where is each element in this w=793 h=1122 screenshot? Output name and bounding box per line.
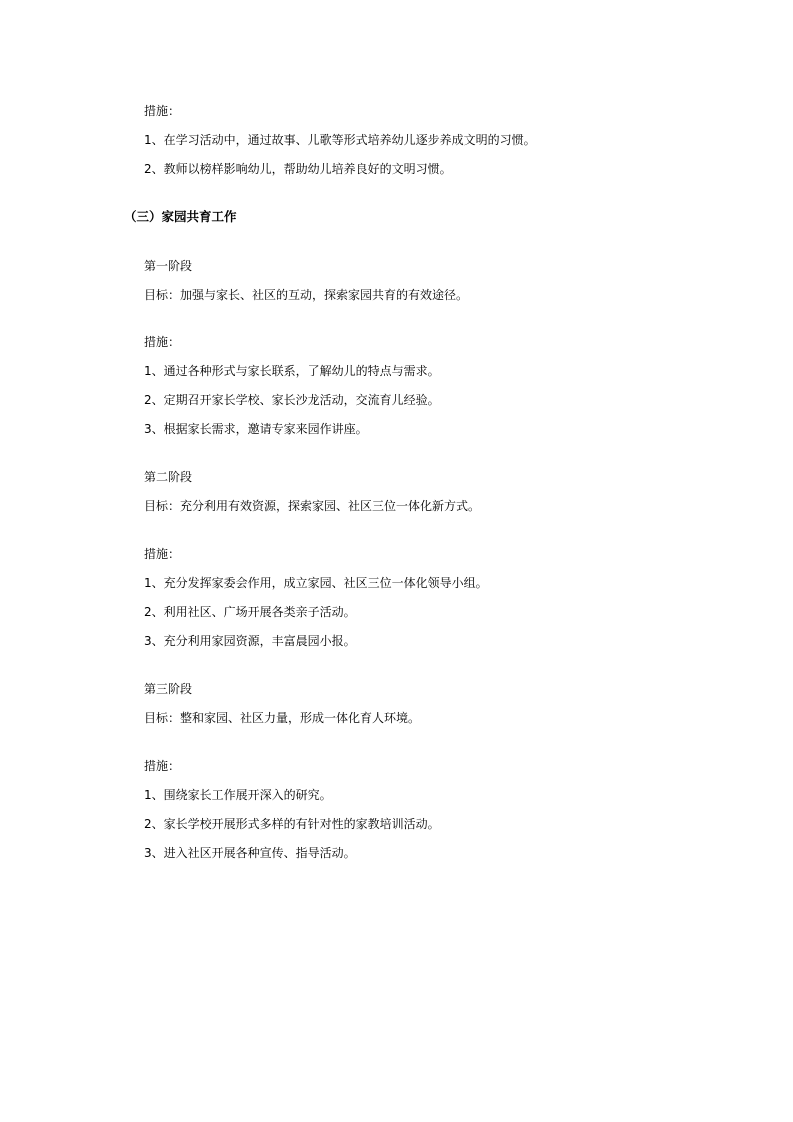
section-heading: （三）家园共育工作 bbox=[124, 209, 237, 224]
stage-3-measure-item-2: 2、家长学校开展形式多样的有针对性的家教培训活动。 bbox=[144, 817, 440, 831]
stage-2-measure-item-1: 1、充分发挥家委会作用，成立家园、社区三位一体化领导小组。 bbox=[144, 576, 488, 590]
stage-1-title: 第一阶段 bbox=[144, 259, 193, 273]
stage-1-measure-item-3: 3、根据家长需求，邀请专家来园作讲座。 bbox=[144, 422, 368, 436]
stage-2-measures-label: 措施： bbox=[144, 547, 181, 561]
stage-3-measure-item-1: 1、围绕家长工作展开深入的研究。 bbox=[144, 788, 332, 802]
stage-2-measure-item-2: 2、利用社区、广场开展各类亲子活动。 bbox=[144, 605, 356, 619]
intro-measure-item-1: 1、在学习活动中，通过故事、儿歌等形式培养幼儿逐步养成文明的习惯。 bbox=[144, 133, 536, 147]
stage-3-measures-label: 措施： bbox=[144, 759, 181, 773]
stage-3-title: 第三阶段 bbox=[144, 682, 193, 696]
stage-1-measures-label: 措施： bbox=[144, 335, 181, 349]
stage-2-goal: 目标：充分利用有效资源，探索家园、社区三位一体化新方式。 bbox=[144, 499, 481, 513]
stage-1-goal: 目标：加强与家长、社区的互动，探索家园共育的有效途径。 bbox=[144, 288, 469, 302]
stage-3-measure-item-3: 3、进入社区开展各种宣传、指导活动。 bbox=[144, 846, 356, 860]
stage-2-measure-item-3: 3、充分利用家园资源，丰富晨园小报。 bbox=[144, 634, 356, 648]
intro-measure-item-2: 2、教师以榜样影响幼儿，帮助幼儿培养良好的文明习惯。 bbox=[144, 162, 452, 176]
stage-1-measure-item-1: 1、通过各种形式与家长联系，了解幼儿的特点与需求。 bbox=[144, 364, 440, 378]
stage-1-measure-item-2: 2、定期召开家长学校、家长沙龙活动，交流育儿经验。 bbox=[144, 393, 440, 407]
intro-measures-label: 措施： bbox=[144, 104, 181, 118]
stage-2-title: 第二阶段 bbox=[144, 470, 193, 484]
stage-3-goal: 目标：整和家园、社区力量，形成一体化育人环境。 bbox=[144, 711, 421, 725]
